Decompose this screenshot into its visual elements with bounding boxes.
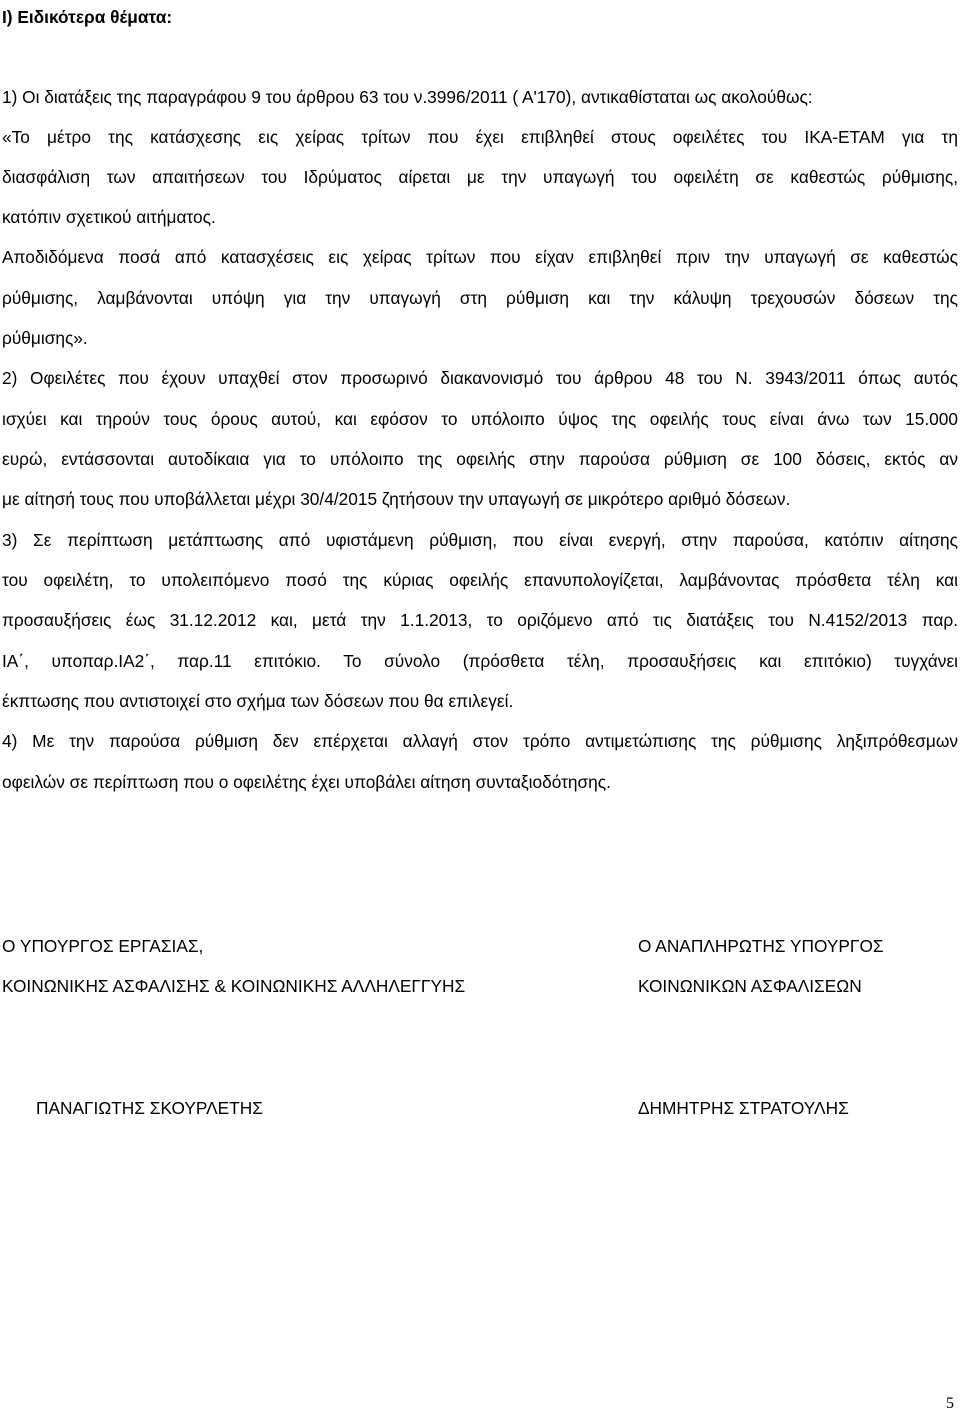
paragraph-3-line-1: 3) Σε περίπτωση μετάπτωσης από υφιστάμενη ρύθμιση, που είναι ενεργή, στην παρούσα, κατόπιν αίτησης — [2, 530, 958, 550]
paragraph-3-line-3: προσαυξήσεις έως 31.12.2012 και, μετά την 1.1.2013, το οριζόμενο από τις διατάξεις του Ν.4152/2013 παρ. — [2, 610, 958, 630]
right-signatory-name: ΔΗΜΗΤΡΗΣ ΣΤΡΑΤΟΥΛΗΣ — [638, 1098, 849, 1118]
paragraph-1-line-1: 1) Οι διατάξεις της παραγράφου 9 του άρθρου 63 του ν.3996/2011 ( Α'170), αντικαθίσταται ως ακολούθως: — [2, 87, 813, 107]
left-signatory-name: ΠΑΝΑΓΙΩΤΗΣ ΣΚΟΥΡΛΕΤΗΣ — [36, 1098, 263, 1118]
right-signatory-title-line-1: Ο ΑΝΑΠΛΗΡΩΤΗΣ ΥΠΟΥΡΓΟΣ — [638, 936, 884, 956]
paragraph-2-line-4: με αίτησή τους που υποβάλλεται μέχρι 30/4/2015 ζητήσουν την υπαγωγή σε μικρότερο αριθμό δόσεων. — [2, 489, 791, 509]
paragraph-1-line-5: Αποδιδόμενα ποσά από κατασχέσεις εις χείρας τρίτων που είχαν επιβληθεί πριν την υπαγωγή σε καθεστώς — [2, 247, 958, 267]
paragraph-1-line-4: κατόπιν σχετικού αιτήματος. — [2, 207, 216, 227]
right-signatory-title-line-2: ΚΟΙΝΩΝΙΚΩΝ ΑΣΦΑΛΙΣΕΩΝ — [638, 976, 862, 996]
paragraph-4-line-2: οφειλών σε περίπτωση που ο οφειλέτης έχει υποβάλει αίτηση συνταξιοδότησης. — [2, 772, 611, 792]
page-number: 5 — [946, 1395, 954, 1412]
paragraph-4-line-1: 4) Με την παρούσα ρύθμιση δεν επέρχεται αλλαγή στον τρόπο αντιμετώπισης της ρύθμισης ληξιπρόθεσμων — [2, 731, 958, 751]
paragraph-3-line-4: ΙΑ΄, υποπαρ.ΙΑ2΄, παρ.11 επιτόκιο. Το σύνολο (πρόσθετα τέλη, προσαυξήσεις και επιτόκιο) τυγχάνει — [2, 651, 958, 671]
paragraph-3-line-2: του οφειλέτη, το υπολειπόμενο ποσό της κύριας οφειλής επανυπολογίζεται, λαμβάνοντας πρόσθετα τέλη και — [2, 570, 958, 590]
paragraph-2-line-2: ισχύει και τηρούν τους όρους αυτού, και εφόσον το υπόλοιπο ύψος της οφειλής τους είναι άνω των 15.000 — [2, 409, 958, 429]
section-heading: Ι) Ειδικότερα θέματα: — [2, 7, 173, 27]
paragraph-1-line-3: διασφάλιση των απαιτήσεων του Ιδρύματος αίρεται με την υπαγωγή του οφειλέτη σε καθεστώς ρύθμισης, — [2, 167, 958, 187]
left-signatory-title-line-2: ΚΟΙΝΩΝΙΚΗΣ ΑΣΦΑΛΙΣΗΣ & ΚΟΙΝΩΝΙΚΗΣ ΑΛΛΗΛΕΓΓΥΗΣ — [2, 976, 466, 996]
paragraph-1-line-2: «Το μέτρο της κατάσχεσης εις χείρας τρίτων που έχει επιβληθεί στους οφειλέτες του ΙΚΑ-ΕΤΑΜ για τη — [2, 127, 958, 147]
left-signatory-title-line-1: Ο ΥΠΟΥΡΓΟΣ ΕΡΓΑΣΙΑΣ, — [2, 936, 204, 956]
paragraph-1-line-7: ρύθμισης». — [2, 328, 88, 348]
paragraph-3-line-5: έκπτωσης που αντιστοιχεί στο σχήμα των δόσεων που θα επιλεγεί. — [2, 691, 514, 711]
paragraph-2-line-1: 2) Οφειλέτες που έχουν υπαχθεί στον προσωρινό διακανονισμό του άρθρου 48 του Ν. 3943/2011 όπως αυτός — [2, 368, 958, 388]
paragraph-2-line-3: ευρώ, εντάσσονται αυτοδίκαια για το υπόλοιπο της οφειλής στην παρούσα ρύθμιση σε 100 δόσεις, εκτός αν — [2, 449, 958, 469]
paragraph-1-line-6: ρύθμισης, λαμβάνονται υπόψη για την υπαγωγή στη ρύθμιση και την κάλυψη τρεχουσών δόσεων της — [2, 288, 958, 308]
